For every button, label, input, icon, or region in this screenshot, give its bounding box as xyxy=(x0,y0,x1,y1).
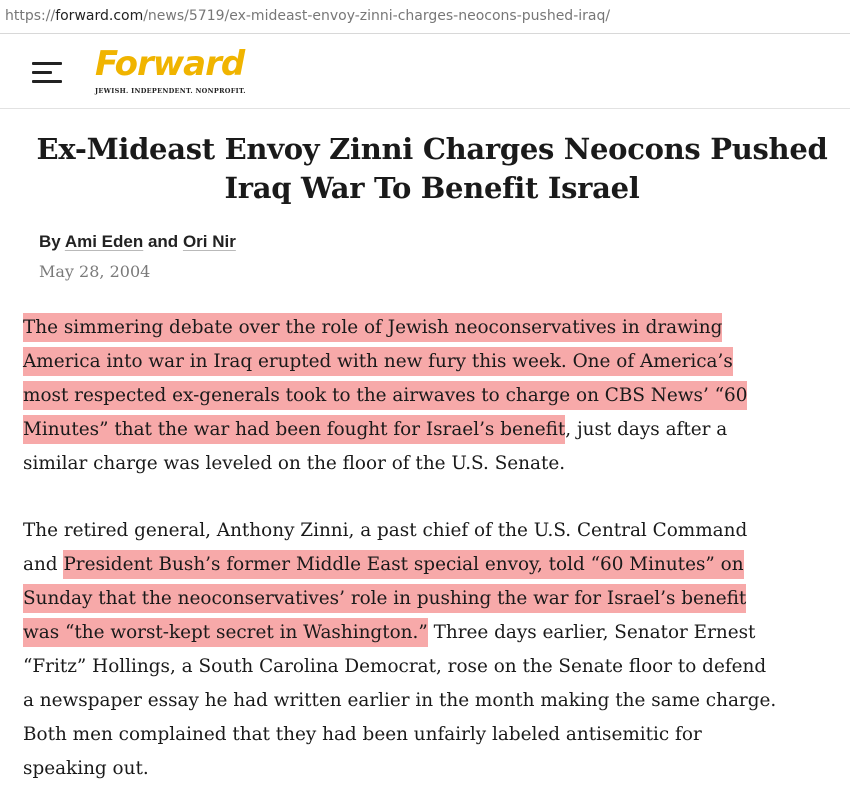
text-line xyxy=(23,413,838,447)
menu-bar xyxy=(32,71,52,74)
article-title: Ex-Mideast Envoy Zinni Charges Neocons Pushed Iraq War To Benefit Israel xyxy=(36,132,828,205)
logo-tagline: JEWISH. INDEPENDENT. NONPROFIT. xyxy=(95,87,246,95)
text-line: a newspaper essay he had written earlier in the month making the same charge. xyxy=(23,690,777,711)
plain-text: , just days after a xyxy=(565,419,728,440)
plain-text: Three days earlier, Senator Ernest xyxy=(427,622,756,643)
byline-and: and xyxy=(147,232,179,251)
url-path: /news/5719/ex-mideast-envoy-zinni-charges-neocons-pushed-iraq/ xyxy=(143,8,611,24)
article-paragraph xyxy=(23,514,838,786)
publish-date: May 28, 2004 xyxy=(39,262,151,281)
text-line: Both men complained that they had been unfairly labeled antisemitic for xyxy=(23,724,702,745)
text-line xyxy=(23,345,838,379)
text-line: speaking out. xyxy=(23,758,149,779)
highlighted-text: most respected ex-generals took to the airwaves to charge on CBS News’ “60 xyxy=(23,381,747,410)
url-host: forward.com xyxy=(55,8,144,24)
text-line: “Fritz” Hollings, a South Carolina Democrat, rose on the Senate floor to defend xyxy=(23,656,767,677)
text-line xyxy=(23,379,838,413)
site-header xyxy=(0,35,850,109)
highlighted-text: America into war in Iraq erupted with new fury this week. One of America’s xyxy=(23,347,733,376)
byline-prefix: By xyxy=(39,232,61,251)
text-line xyxy=(23,311,838,345)
highlighted-text: President Bush’s former Middle East special envoy, told “60 Minutes” on xyxy=(63,550,743,579)
menu-bar xyxy=(32,62,62,65)
article-paragraph xyxy=(23,311,838,481)
plain-text: and xyxy=(23,554,64,575)
url-scheme: https:// xyxy=(5,8,56,24)
highlighted-text: was “the worst-kept secret in Washington.” xyxy=(23,618,428,647)
highlighted-text: The simmering debate over the role of Jewish neoconservatives in drawing xyxy=(23,313,722,342)
text-line: similar charge was leveled on the floor of the U.S. Senate. xyxy=(23,453,566,474)
text-line xyxy=(23,616,838,650)
text-line xyxy=(23,582,838,616)
highlighted-text: Sunday that the neoconservatives’ role in pushing the war for Israel’s benefit xyxy=(23,584,746,613)
forward-logo[interactable]: Forward xyxy=(95,44,245,84)
text-line xyxy=(23,548,838,582)
byline xyxy=(39,232,236,252)
author-link-ami-eden[interactable]: Ami Eden xyxy=(64,232,144,251)
hamburger-menu-icon[interactable] xyxy=(32,62,62,84)
address-bar[interactable] xyxy=(0,0,850,34)
author-link-ori-nir[interactable]: Ori Nir xyxy=(182,232,236,251)
text-line: The retired general, Anthony Zinni, a past chief of the U.S. Central Command xyxy=(23,520,748,541)
highlighted-text: Minutes” that the war had been fought for Israel’s benefit xyxy=(23,415,565,444)
menu-bar xyxy=(32,80,62,83)
